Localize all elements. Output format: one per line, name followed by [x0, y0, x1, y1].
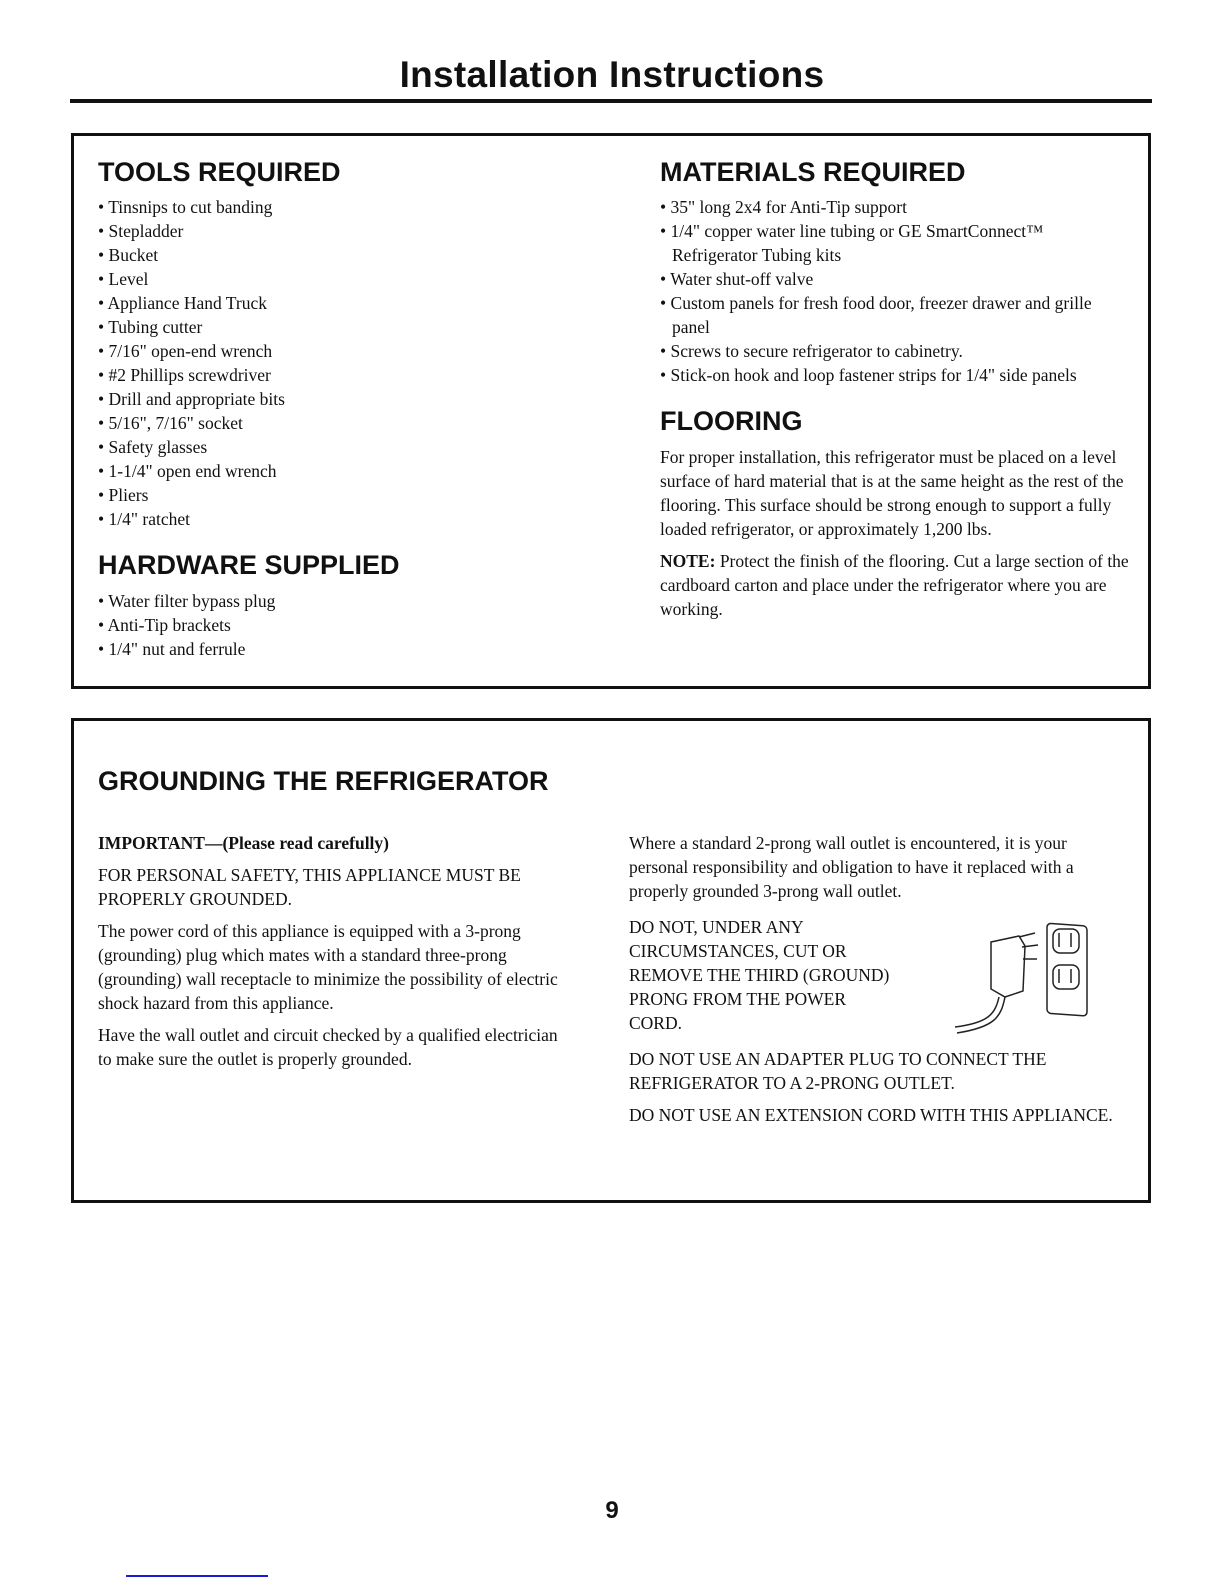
grounding-heading: GROUNDING THE REFRIGERATOR [98, 766, 549, 796]
requirements-box [71, 133, 1151, 689]
list-item: • Safety glasses [98, 435, 618, 459]
grounding-right [629, 831, 1129, 1135]
list-item: • Custom panels for fresh food door, freezer drawer and grille panel [660, 291, 1130, 339]
list-item: • Stick-on hook and loop fastener strips for 1/4" side panels [660, 363, 1130, 387]
footer-line [126, 1575, 268, 1577]
list-item: • 7/16" open-end wrench [98, 339, 618, 363]
list-item: • 35" long 2x4 for Anti-Tip support [660, 195, 1130, 219]
materials-list [660, 195, 1130, 387]
list-item: • 1/4" nut and ferrule [98, 637, 618, 661]
important-label: IMPORTANT—(Please read carefully) [98, 833, 389, 853]
list-item: • Tinsnips to cut banding [98, 195, 618, 219]
list-item: • Level [98, 267, 618, 291]
flooring-text: For proper installation, this refrigerator must be placed on a level surface of hard material that is at the same height as the rest of the flooring. This surface should be strong enough to support a fully loaded refrigerator, or approximately 1,200 lbs. [660, 447, 1124, 539]
list-item: • Drill and appropriate bits [98, 387, 618, 411]
hardware-heading: HARDWARE SUPPLIED [98, 550, 400, 580]
plug-outlet-illustration [929, 897, 1089, 1037]
grounding-box [71, 718, 1151, 1203]
tools-heading: TOOLS REQUIRED [98, 157, 341, 187]
list-item: • 5/16", 7/16" socket [98, 411, 618, 435]
grounding-left [98, 831, 568, 1079]
page-title: Installation Instructions [399, 54, 825, 95]
list-item: • Anti-Tip brackets [98, 613, 618, 637]
list-item: • Tubing cutter [98, 315, 618, 339]
prong-warning-block [629, 915, 1129, 1043]
hardware-list [98, 589, 618, 661]
flooring-heading: FLOORING [660, 406, 803, 436]
safety-statement: FOR PERSONAL SAFETY, THIS APPLIANCE MUST BE PROPERLY GROUNDED. [98, 865, 521, 909]
extension-warning: DO NOT USE AN EXTENSION CORD WITH THIS APPLIANCE. [629, 1105, 1113, 1125]
list-item: • Pliers [98, 483, 618, 507]
list-item: • Screws to secure refrigerator to cabinetry. [660, 339, 1130, 363]
flooring-note [660, 549, 1130, 621]
power-cord-text: The power cord of this appliance is equipped with a 3-prong (grounding) plug which mates with a standard three-prong (grounding) wall receptacle to minimize the possibility of electric shock hazard from this appliance. [98, 921, 558, 1013]
page-number: 9 [605, 1497, 619, 1524]
note-label: NOTE: [660, 551, 716, 571]
outlet-check-text: Have the wall outlet and circuit checked by a qualified electrician to make sure the outlet is properly grounded. [98, 1025, 558, 1069]
tools-section [98, 156, 618, 661]
list-item: • 1-1/4" open end wrench [98, 459, 618, 483]
list-item: • 1/4" ratchet [98, 507, 618, 531]
list-item: • #2 Phillips screwdriver [98, 363, 618, 387]
list-item: • Water filter bypass plug [98, 589, 618, 613]
title-rule [70, 99, 1152, 103]
list-item: • Appliance Hand Truck [98, 291, 618, 315]
list-item: • Water shut-off valve [660, 267, 1130, 291]
prong-warning: DO NOT, UNDER ANY CIRCUMSTANCES, CUT OR REMOVE THE THIRD (GROUND) PRONG FROM THE POWER CORD. [629, 917, 890, 1033]
list-item: • 1/4" copper water line tubing or GE SmartConnect™ Refrigerator Tubing kits [660, 219, 1130, 267]
tools-list [98, 195, 618, 531]
two-prong-text: Where a standard 2-prong wall outlet is encountered, it is your personal responsibility and obligation to have it replaced with a properly grounded 3-prong wall outlet. [629, 833, 1074, 901]
list-item: • Stepladder [98, 219, 618, 243]
materials-section [660, 156, 1130, 629]
note-text: Protect the finish of the flooring. Cut a large section of the cardboard carton and place under the refrigerator where you are working. [660, 551, 1129, 619]
list-item: • Bucket [98, 243, 618, 267]
adapter-warning: DO NOT USE AN ADAPTER PLUG TO CONNECT THE REFRIGERATOR TO A 2-PRONG OUTLET. [629, 1049, 1047, 1093]
materials-heading: MATERIALS REQUIRED [660, 157, 966, 187]
